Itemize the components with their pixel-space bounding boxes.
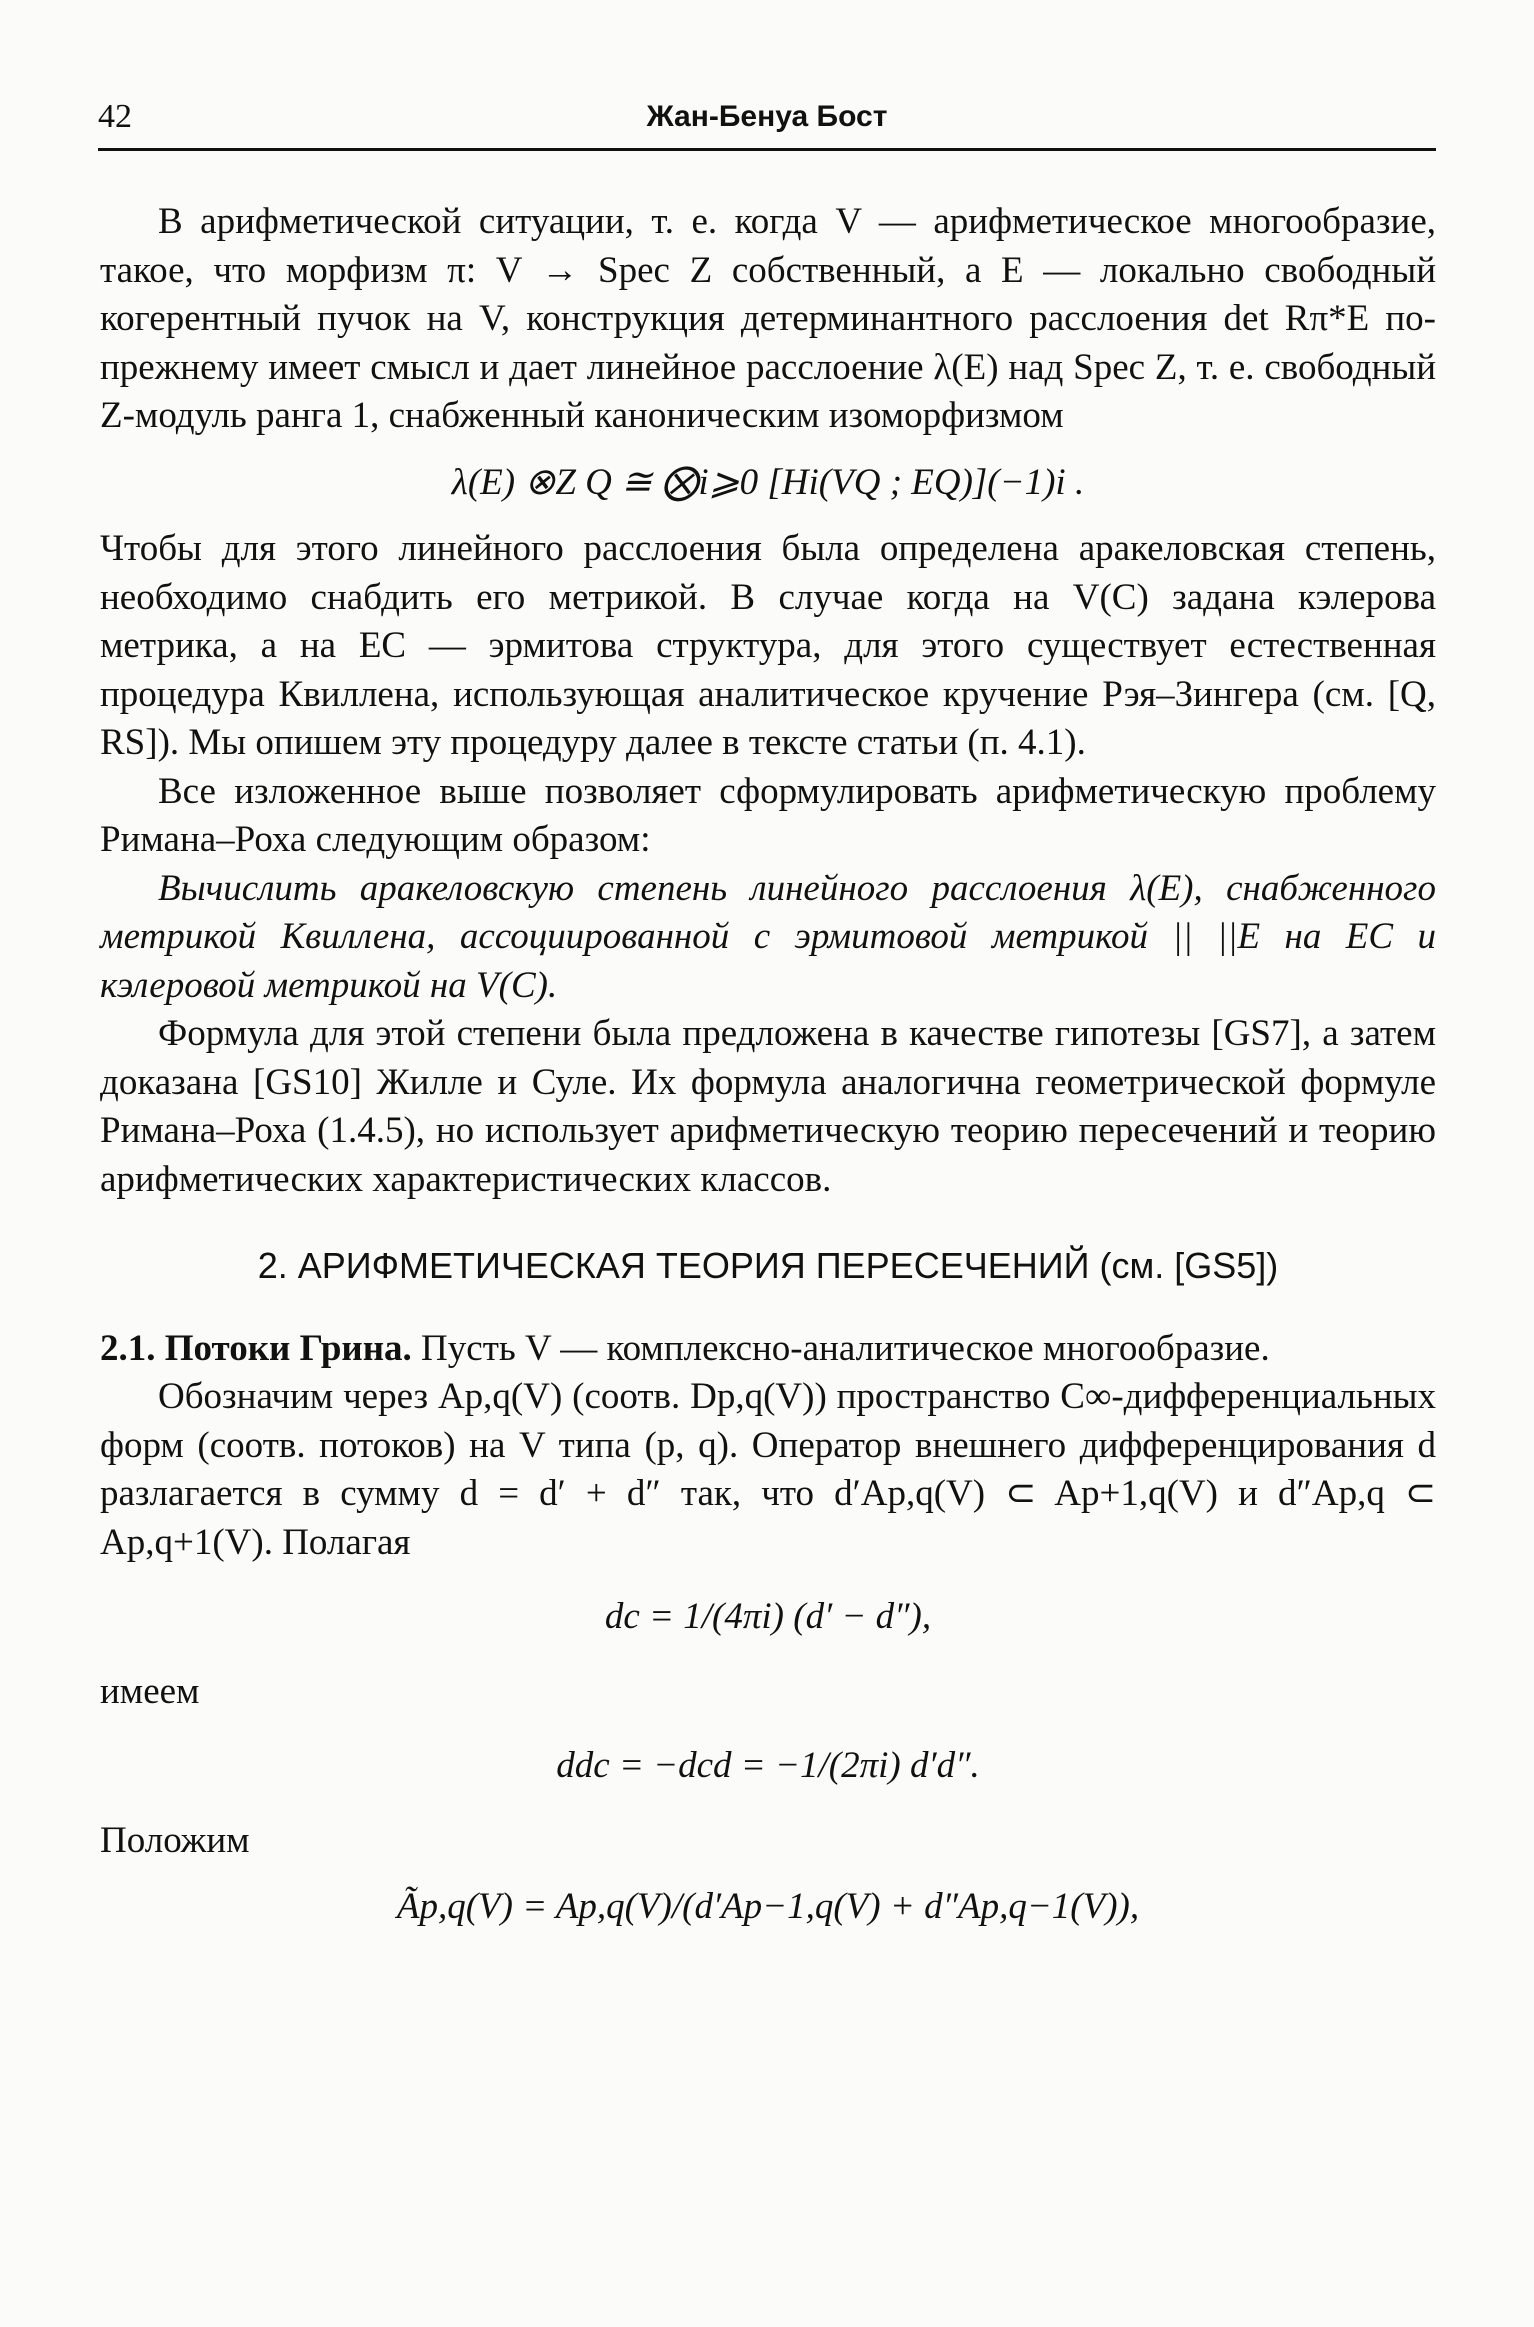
paragraph-6: Пусть V — комплексно-аналитическое многообразие.: [421, 1327, 1270, 1369]
running-head: Жан-Бенуа Бост: [646, 100, 888, 133]
equation-a-tilde: Ãp,q(V) = Ap,q(V)/(d′Ap−1,q(V) + d″Ap,q−1(V)),: [396, 1886, 1140, 1927]
label-polozhim: Положим: [100, 1819, 250, 1861]
section-title: 2. АРИФМЕТИЧЕСКАЯ ТЕОРИЯ ПЕРЕСЕЧЕНИЙ (см. [GS5]): [257, 1245, 1279, 1286]
page-number: 42: [98, 98, 132, 135]
paragraph-7: Обозначим через Ap,q(V) (соотв. Dp,q(V)) пространство C∞-дифференциальных форм (соотв. потоков) на V типа (p, q). Оператор внешнего дифференцирования d разлагается в сумму d = d′ + d″ так, что d′Ap,q(V) ⊂ Ap+1,q(V) и d″Ap,q ⊂ Ap,q+1(V). Полагая: [100, 1376, 1436, 1563]
subsection-heading: 2.1. Потоки Грина.: [100, 1327, 412, 1369]
page-header: [98, 92, 1436, 151]
paragraph-2: Чтобы для этого линейного расслоения была определена аракеловская степень, необходимо снабдить его метрикой. В случае когда на V(C) задана кэлерова метрика, а на EC — эрмитова структура, для этого существует естественная процедура Квиллена, использующая аналитическое кручение Рэя–Зингера (см. [Q, RS]). Мы опишем эту процедуру далее в тексте статьи (п. 4.1).: [100, 528, 1436, 763]
paragraph-problem-statement: Вычислить аракеловскую степень линейного расслоения λ(E), снабженного метрикой Квиллена, ассоциированной с эрмитовой метрикой || ||E на EC и кэлеровой метрикой на V(C).: [100, 867, 1436, 1006]
paragraph-3: Все изложенное выше позволяет сформулировать арифметическую проблему Римана–Роха следующим образом:: [100, 770, 1436, 860]
equation-determinant-iso: λ(E) ⊗Z Q ≅ ⨂i⩾0 [Hi(VQ ; EQ)](−1)i .: [451, 461, 1085, 503]
paragraph-5: Формула для этой степени была предложена в качестве гипотезы [GS7], а затем доказана [GS10] Жилле и Суле. Их формула аналогична геометрической формуле Римана–Роха (1.4.5), но использует арифметическую теорию пересечений и теорию арифметических характеристических классов.: [100, 1013, 1436, 1200]
paragraph-1: В арифметической ситуации, т. е. когда V — арифметическое многообразие, такое, что морфизм π: V → Spec Z собственный, а E — локально свободный когерентный пучок на V, конструкция детерминантного расслоения det Rπ*E по-прежнему имеет смысл и дает линейное расслоение λ(E) над Spec Z, т. е. свободный Z-модуль ранга 1, снабженный каноническим изоморфизмом: [100, 201, 1436, 436]
equation-ddc: ddc = −dcd = −1/(2πi) d′d″.: [556, 1745, 980, 1786]
page-body: [100, 198, 1436, 1950]
subsection-paragraph: [100, 1325, 1436, 1374]
equation-dc: dc = 1/(4πi) (d′ − d″),: [604, 1596, 932, 1637]
label-imeem: имеем: [100, 1670, 200, 1712]
